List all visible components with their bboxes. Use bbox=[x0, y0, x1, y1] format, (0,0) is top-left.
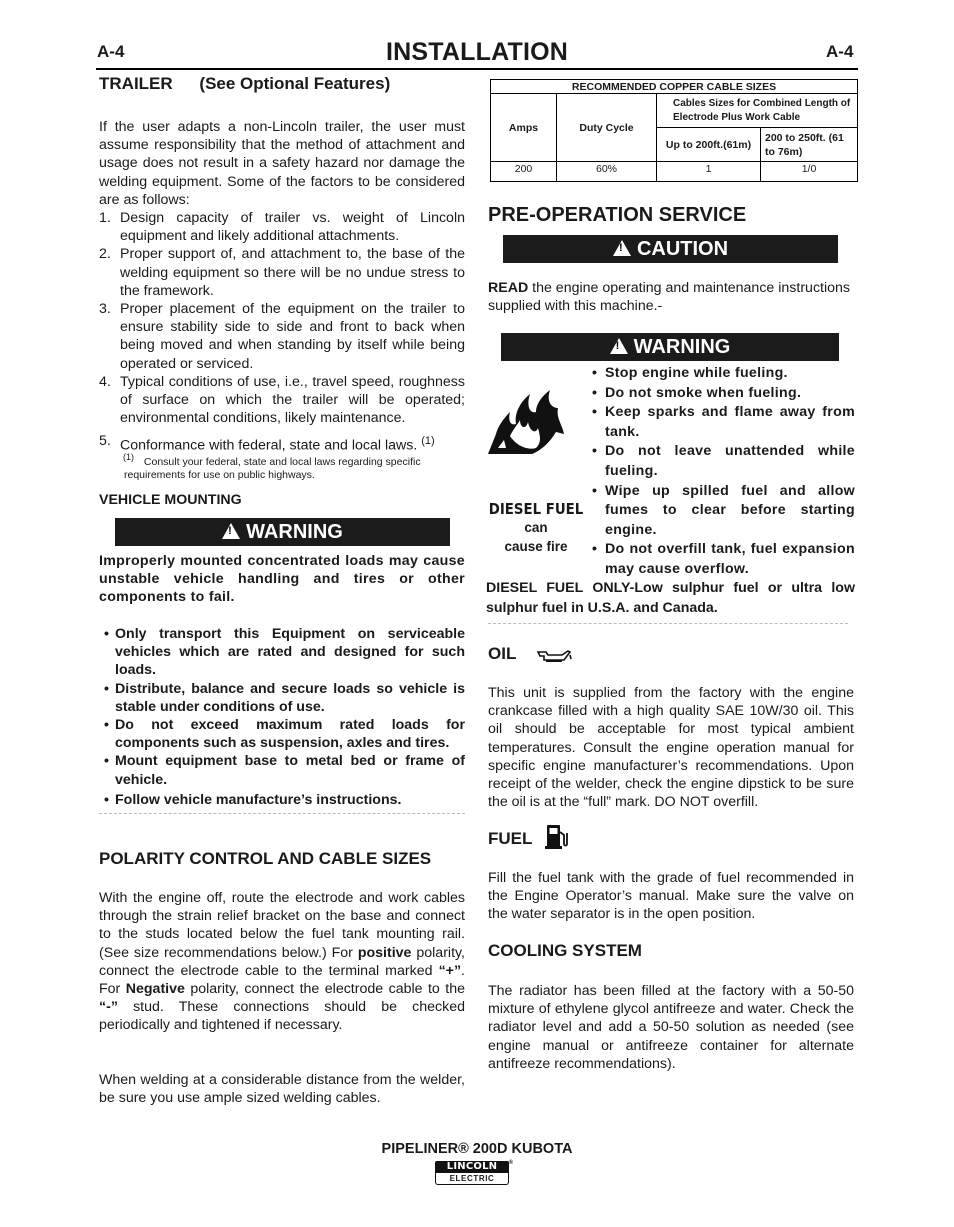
trailer-factor-item: 4. Typical conditions of use, i.e., travel speed, roughness of surface on which the trailer will be operated; environmental conditions, likely maintenance. bbox=[99, 373, 465, 427]
cable-table-duty-header: Duty Cycle bbox=[557, 94, 657, 162]
cable-table-row bbox=[491, 162, 858, 182]
diesel-only-note: DIESEL FUEL ONLY-Low sulphur fuel or ultra low sulphur fuel in U.S.A. and Canada. bbox=[486, 580, 855, 616]
fuel-warning-bullet: • Wipe up spilled fuel and allow fumes to clear before starting engine. bbox=[590, 482, 855, 541]
lincoln-electric-logo bbox=[435, 1160, 513, 1186]
page-code-left: A-4 bbox=[97, 42, 125, 61]
vehicle-warning-bullet: • Mount equipment base to metal bed or frame of vehicle. bbox=[101, 752, 465, 788]
vehicle-warning-bullet: • Follow vehicle manufacture’s instructions. bbox=[101, 791, 465, 809]
cooling-paragraph: The radiator has been filled at the factory with a 50-50 mixture of ethylene glycol antifreeze and water. Check the radiator level and add a 50-50 solution as needed (see engine manual or antifreeze container for alternate antifreeze recommendations). bbox=[488, 983, 854, 1072]
logo-top-text: LINCOLN bbox=[435, 1161, 509, 1173]
vehicle-warning-bullet: • Only transport this Equipment on serviceable vehicles which are rated and designed for such loads. bbox=[101, 625, 465, 680]
fuel-paragraph: Fill the fuel tank with the grade of fuel recommended in the Engine Operator’s manual. Make sure the valve on the water separator is in the open position. bbox=[488, 870, 854, 923]
polarity-heading: POLARITY CONTROL AND CABLE SIZES bbox=[99, 849, 432, 868]
diesel-fuel-label: DIESEL FUEL bbox=[488, 500, 584, 518]
flame-icon bbox=[486, 388, 566, 456]
pre-op-heading: PRE-OPERATION SERVICE bbox=[488, 204, 747, 226]
vehicle-warning-banner bbox=[115, 518, 450, 546]
cable-table-title: RECOMMENDED COPPER CABLE SIZES bbox=[491, 80, 858, 94]
polarity-paragraph: With the engine off, route the electrode and work cables through the strain relief bracket on the base and connect to the studs located below the fuel tank mounting rail. (See size recommendations below.) For positive polarity, connect the electrode cable to the terminal marked “+”. For Negative polarity, connect the electrode cable to the “-” stud. These connections should be checked periodically and tightened if necessary. bbox=[99, 890, 465, 1034]
trailer-intro: If the user adapts a non-Lincoln trailer, the user must assume responsibility that the method of attachment and usage does not result in a safety hazard nor damage the welding equipment. Some of the factors to be considered are as follows: bbox=[99, 119, 465, 208]
read-instructions: READ the engine operating and maintenance instructions supplied with this machine.- bbox=[488, 280, 851, 315]
warning-triangle-icon bbox=[222, 523, 240, 539]
trailer-factor-item: 1. Design capacity of trailer vs. weight of Lincoln equipment and likely additional attachments. bbox=[99, 210, 465, 245]
page-title: INSTALLATION bbox=[385, 38, 568, 66]
polarity-distance-paragraph: When welding at a considerable distance from the welder, be sure you use ample sized welding cables. bbox=[99, 1072, 465, 1107]
trailer-factor-item: 2. Proper support of, and attachment to, the base of the welding equipment so there will be no undue stress to the framework. bbox=[99, 246, 465, 299]
section-divider bbox=[99, 813, 465, 814]
vehicle-warning-bullet: • Distribute, balance and secure loads so vehicle is stable under conditions of use. bbox=[101, 680, 465, 716]
diesel-fuel-sub2: cause fire bbox=[504, 539, 568, 554]
trailer-factor-item: 3. Proper placement of the equipment on the trailer to ensure stability side to side and front to back when being moved and when standing by itself while being operated or serviced. bbox=[99, 301, 465, 372]
trailer-footnote bbox=[124, 451, 444, 483]
diesel-fuel-sub1: can bbox=[524, 520, 548, 535]
fuel-warning-bullets bbox=[590, 364, 855, 580]
trailer-heading-note: (See Optional Features) bbox=[199, 74, 391, 93]
oil-heading: OIL bbox=[488, 644, 517, 663]
cable-table-group-header: Cables Sizes for Combined Length of Electrode Plus Work Cable bbox=[657, 94, 858, 128]
cable-table-amps: 200 bbox=[491, 162, 557, 182]
vehicle-mounting-heading: VEHICLE MOUNTING bbox=[99, 492, 242, 508]
warning-triangle-icon bbox=[610, 338, 628, 354]
cable-table-len1: 1 bbox=[657, 162, 761, 182]
footer-model: PIPELINER® 200D KUBOTA bbox=[381, 1141, 573, 1157]
oil-can-icon bbox=[536, 648, 572, 666]
fuel-warning-bullet: • Do not leave unattended while fueling. bbox=[590, 442, 855, 481]
trailer-heading bbox=[99, 74, 390, 94]
fuel-pump-icon bbox=[545, 824, 569, 850]
section-divider bbox=[488, 623, 848, 624]
fuel-warning-banner bbox=[501, 333, 839, 361]
fuel-warning-bullet: • Stop engine while fueling. bbox=[590, 364, 855, 384]
caution-label: CAUTION bbox=[636, 238, 729, 260]
fuel-warning-label: WARNING bbox=[633, 336, 731, 358]
header-rule bbox=[96, 68, 858, 70]
cable-table-len1-header: Up to 200ft.(61m) bbox=[657, 128, 761, 162]
warning-triangle-icon bbox=[613, 240, 631, 256]
trailer-factor-list bbox=[99, 209, 465, 455]
cable-size-table bbox=[490, 79, 858, 182]
cable-table-len2-header: 200 to 250ft. (61 to 76m) bbox=[761, 128, 858, 162]
cable-table-duty: 60% bbox=[557, 162, 657, 182]
fuel-warning-bullet: • Do not smoke when fueling. bbox=[590, 384, 855, 404]
vehicle-warning-bullets bbox=[101, 625, 465, 809]
registered-mark: ® bbox=[508, 1160, 513, 1166]
trailer-factor-item: 5. Conformance with federal, state and local laws. $^{(1)}$ bbox=[99, 433, 435, 455]
cable-table-amps-header: Amps bbox=[491, 94, 557, 162]
page-code-right: A-4 bbox=[826, 42, 854, 61]
vehicle-warning-lead: Improperly mounted concentrated loads may cause unstable vehicle handling and tires or other components to fail. bbox=[99, 553, 465, 606]
oil-paragraph: This unit is supplied from the factory with the engine crankcase filled with a high quality SAE 10W/30 oil. This oil should be acceptable for most typical ambient temperatures. Consult the engine operation manual for specific engine manufacturer’s recommendations. Upon receipt of the welder, check the engine dipstick to be sure the oil is at the “full” mark. DO NOT overfill. bbox=[488, 685, 854, 811]
vehicle-warning-bullet: • Do not exceed maximum rated loads for components such as suspension, axles and tires. bbox=[101, 716, 465, 752]
fuel-heading: FUEL bbox=[488, 829, 533, 848]
cable-table-len2: 1/0 bbox=[761, 162, 858, 182]
vehicle-warning-label: WARNING bbox=[246, 521, 343, 543]
cooling-heading: COOLING SYSTEM bbox=[488, 941, 642, 960]
caution-banner bbox=[503, 235, 838, 263]
fuel-warning-bullet: • Keep sparks and flame away from tank. bbox=[590, 403, 855, 442]
footnote-text: Consult your federal, state and local laws regarding specific requirements for use on public highways. bbox=[124, 455, 421, 481]
footnote-mark: (1) bbox=[123, 452, 134, 462]
trailer-heading-text: TRAILER bbox=[99, 74, 173, 93]
logo-bottom-text: ELECTRIC bbox=[435, 1173, 509, 1185]
fuel-warning-bullet: • Do not overfill tank, fuel expansion may cause overflow. bbox=[590, 540, 855, 579]
